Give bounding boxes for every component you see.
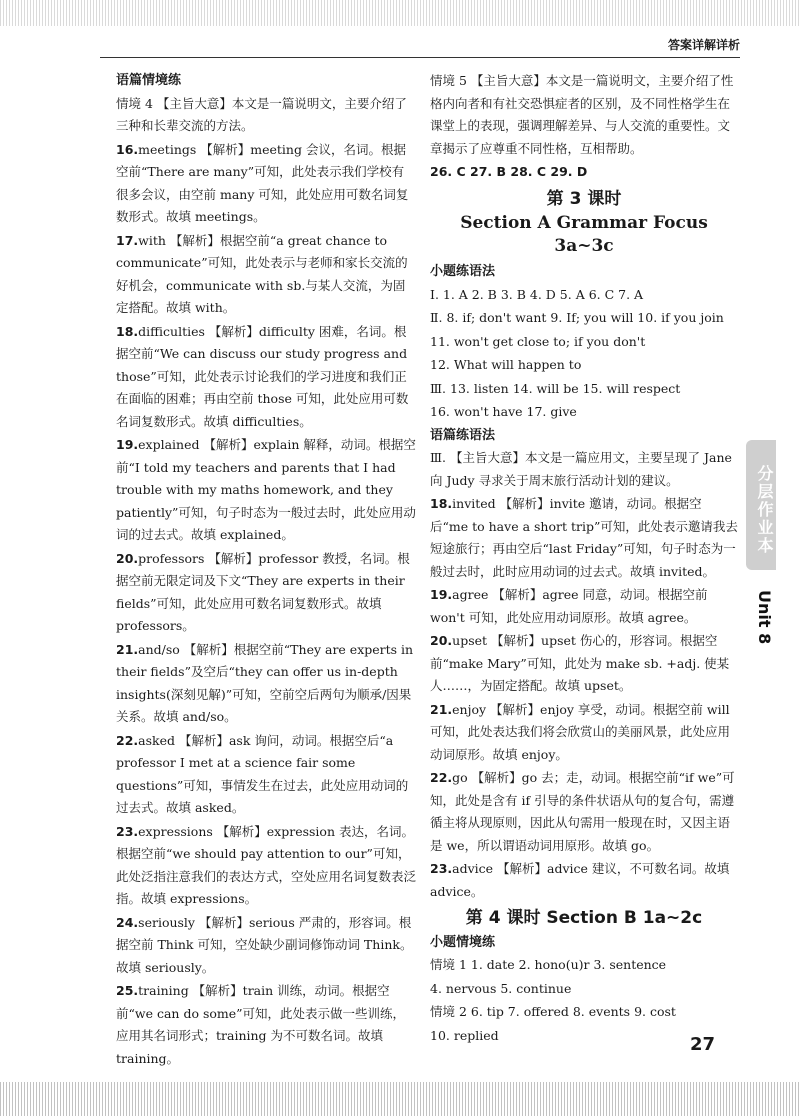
item-text: agree 【解析】agree 同意，动词。根据空前 won't 可知，此处应用动词原形。故填 agree。 — [430, 587, 708, 625]
item-text: go 【解析】go 去；走，动词。根据空前“if we”可知，此处是含有 if 引导的条件状语从句的复合句，需遵循主将从现原则，因此从句需用一般现在时，又因主语是 we，所以谓语动词用原形。故填 go。 — [430, 770, 735, 853]
page-number: 27 — [690, 1034, 716, 1055]
left-intro: 情境 4 【主旨大意】本文是一篇说明文，主要介绍了三种和长辈交流的方法。 — [116, 95, 407, 133]
header-title: 答案详解详析 — [667, 38, 740, 52]
list-item — [116, 230, 416, 320]
lesson-3-title: 第 3 课时 — [546, 188, 622, 209]
situation-line: 情境 1 1. date 2. hono(u)r 3. sentence — [430, 957, 667, 972]
situation-line: 10. replied — [430, 1027, 499, 1043]
side-tab-label: 分层作业本 — [755, 465, 774, 555]
list-item — [116, 912, 416, 980]
section-a-title: Section A Grammar Focus 3a~3c — [460, 213, 708, 256]
item-number: 25. — [116, 983, 139, 998]
item-text: and/so 【解析】根据空前“They are experts in their fields”及空后“they can offer us in-depth insights(深刻见解)”可知，空前空后两句为顺承/因果关系。故填 and/so。 — [116, 641, 414, 724]
page-header — [100, 36, 740, 58]
item-text: invited 【解析】invite 邀请，动词。根据空后“me to have a short trip”可知，此处表示邀请我去短途旅行；再由空后“last Friday”可知，句子时态为一般过去时，此时应用动词的过去式。故填 invited。 — [430, 496, 738, 579]
list-item — [430, 584, 738, 629]
item-text: explained 【解析】explain 解释，动词。根据空前“I told my teachers and parents that I had trouble with my maths homework, and they patiently”可知，句子时态为一般过去时，此处应用动词的过去式。故填 explained。 — [116, 437, 416, 542]
item-number: 18. — [430, 496, 453, 511]
lesson-4-title: 第 4 课时 Section B 1a~2c — [465, 908, 703, 928]
item-text: asked 【解析】ask 询问，动词。根据空后“a professor I met at a science fair some questions”可知，事情发生在过去，此处应用动词的过去式。故填 asked。 — [116, 732, 409, 815]
list-item — [116, 730, 416, 820]
grammar-line: Ⅲ. 13. listen 14. will be 15. will respect — [430, 380, 681, 396]
list-item — [430, 699, 738, 767]
scan-top-band — [0, 0, 800, 26]
list-item — [116, 321, 416, 434]
item-number: 20. — [430, 633, 453, 648]
item-text: upset 【解析】upset 伤心的，形容词。根据空前“make Mary”可知，此处为 make sb. +adj. 使某人……，为固定搭配。故填 upset。 — [430, 633, 730, 693]
item-text: professors 【解析】professor 教授，名词。根据空前无限定词及下文“They are experts in their fields”可知，此处应用可数名词复数形式。故填 professors。 — [116, 550, 410, 633]
item-number: 18. — [116, 323, 139, 339]
right-column — [430, 70, 738, 1048]
item-text: training 【解析】train 训练，动词。根据空前“we can do some”可知，此处表示做一些训练，应用其名词形式；training 为不可数名词。故填 training。 — [116, 983, 406, 1066]
left-column — [116, 70, 416, 1071]
item-number: 19. — [430, 587, 453, 602]
list-item — [116, 821, 416, 911]
item-number: 17. — [116, 232, 139, 248]
situation-subtitle: 小题情境练 — [430, 934, 496, 950]
list-item — [116, 980, 416, 1070]
item-text: expressions 【解析】expression 表达，名词。根据空前“we should pay attention to our”可知，此处泛指注意我们的表达方式，空处应用名词复数表泛指。故填 expressions。 — [116, 823, 417, 906]
grammar-subtitle: 小题练语法 — [430, 264, 496, 279]
item-text: seriously 【解析】serious 严肃的，形容词。根据空前 Think 可知，空处缺少副词修饰动词 Think。故填 seriously。 — [116, 914, 413, 975]
item-number: 22. — [430, 770, 453, 785]
item-number: 21. — [430, 701, 453, 717]
passage-intro: Ⅲ. 【主旨大意】本文是一篇应用文，主要呈现了 Jane 向 Judy 寻求关于周末旅行活动计划的建议。 — [430, 450, 732, 488]
grammar-line: 11. won't get close to; if you don't — [430, 333, 646, 349]
right-intro: 情境 5 【主旨大意】本文是一篇说明文，主要介绍了性格内向者和有社交恐惧症者的区别，及不同性格学生在课堂上的表现，强调理解差异、与人交流的重要性。文章揭示了应尊重不同性格，互相帮助。 — [430, 73, 734, 156]
list-item — [116, 639, 416, 729]
unit-label: Unit 8 — [755, 590, 774, 645]
list-item — [116, 548, 416, 638]
item-number: 23. — [116, 823, 139, 839]
grammar-line: Ⅱ. 8. if; don't want 9. If; you will 10. if you join — [430, 310, 724, 325]
grammar-line: 16. won't have 17. give — [430, 404, 577, 419]
answers-26-29: 26. C 27. B 28. C 29. D — [430, 164, 588, 179]
grammar-line: Ⅰ. 1. A 2. B 3. B 4. D 5. A 6. C 7. A — [430, 286, 644, 302]
scan-bottom-band — [0, 1082, 800, 1116]
list-item — [430, 630, 738, 698]
item-number: 19. — [116, 437, 139, 452]
item-text: meetings 【解析】meeting 会议，名词。根据空前“There are many”可知，此处表示我们学校有很多会议，由空前 many 可知，此处应用可数名词复数形式。故填 meetings。 — [116, 141, 409, 224]
item-text: difficulties 【解析】difficulty 困难，名词。根据空前“We can discuss our study progress and those”可知，此处表示讨论我们的学习进度和我们正在面临的困难；再由空前 those 可知，此处应用可数名词复数形式。故填 difficulties。 — [116, 323, 409, 429]
list-item — [430, 767, 738, 857]
item-text: enjoy 【解析】enjoy 享受，动词。根据空前 will 可知，此处表达我们将会欣赏山的美丽风景，此处应用动词原形。故填 enjoy。 — [430, 701, 731, 762]
list-item — [430, 858, 738, 903]
list-item — [116, 139, 416, 229]
situation-line: 4. nervous 5. continue — [430, 980, 572, 996]
situation-line: 情境 2 6. tip 7. offered 8. events 9. cost — [430, 1004, 676, 1019]
item-text: with 【解析】根据空前“a great chance to communicate”可知，此处表示与老师和家长交流的好机会，communicate with sb.与某人交流，为固定搭配。故填 with。 — [116, 232, 408, 315]
item-number: 16. — [116, 141, 139, 157]
item-number: 23. — [430, 861, 453, 876]
item-number: 21. — [116, 641, 139, 657]
side-tab — [746, 440, 776, 570]
item-number: 24. — [116, 914, 139, 930]
item-number: 20. — [116, 550, 139, 566]
grammar-line: 12. What will happen to — [430, 357, 582, 372]
list-item — [116, 434, 416, 547]
passage-subtitle: 语篇练语法 — [430, 427, 496, 443]
list-item — [430, 493, 738, 583]
item-number: 22. — [116, 732, 139, 748]
left-section-title: 语篇情境练 — [116, 73, 182, 88]
item-text: advice 【解析】advice 建议，不可数名词。故填 advice。 — [430, 861, 730, 899]
